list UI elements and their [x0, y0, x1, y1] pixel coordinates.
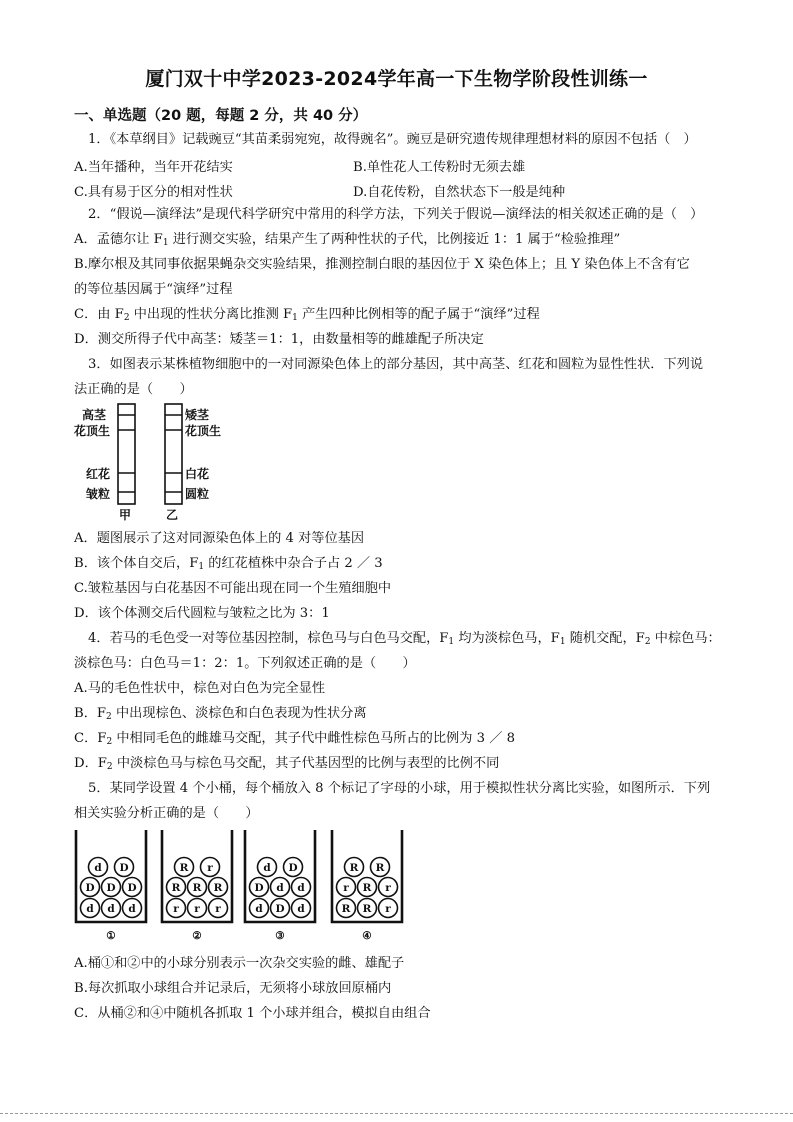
page-title: 厦门双十中学2023-2024学年高一下生物学阶段性训练一 — [145, 68, 648, 90]
q5-option-c: C．从桶②和④中随机各抓取 1 个小球并组合，模拟自由组合 — [74, 1006, 431, 1021]
ball-letter: D — [106, 882, 116, 894]
ball-letter: d — [107, 903, 115, 915]
page-footer-divider — [0, 1113, 793, 1114]
chromosome-yi — [165, 404, 182, 504]
gene-label-terminal-flower: 花顶生 — [74, 424, 111, 438]
ball-letter: r — [173, 903, 179, 915]
ball-letter: R — [362, 903, 372, 915]
ball-letter: r — [194, 903, 200, 915]
ball-letter: D — [288, 862, 298, 874]
q1-option-d: D.自花传粉，自然状态下一般是纯种 — [353, 185, 566, 200]
ball-letter: r — [215, 903, 221, 915]
bucket-label: ④ — [362, 930, 372, 942]
q5-stem-line2: 相关实验分析正确的是（ ） — [74, 806, 259, 821]
ball-letter: R — [179, 862, 189, 874]
chromosome-figure — [74, 400, 242, 522]
q3-stem-line2: 法正确的是（ ） — [74, 382, 193, 397]
ball-letter: D — [275, 903, 285, 915]
q2-option-b-line2: 的等位基因属于“演绎”过程 — [74, 282, 233, 297]
q1-option-a: A.当年播种，当年开花结实 — [74, 160, 233, 175]
ball-letter: d — [263, 862, 271, 874]
chromosome-jia — [118, 404, 135, 504]
q4-option-d: D．$F_2$ 中淡棕色马与棕色马交配，其子代基因型的比例与表型的比例不同 — [74, 756, 500, 772]
q4-option-a: A.马的毛色性状中，棕色对白色为完全显性 — [74, 681, 326, 696]
buckets-figure — [70, 826, 415, 948]
gene-label-dwarf-stem: 矮茎 — [185, 408, 210, 422]
q2-option-d: D．测交所得子代中高茎：矮茎＝1：1，由数量相等的雌雄配子所决定 — [74, 332, 484, 347]
q4-option-b: B．$F_2$ 中出现棕色、淡棕色和白色表现为性状分离 — [74, 706, 367, 722]
ball-letter: R — [375, 862, 385, 874]
q5-stem-line1: 5．某同学设置 4 个小桶，每个桶放入 8 个标记了字母的小球，用于模拟性状分离比实验，如图所示．下列 — [88, 781, 711, 796]
q3-stem-line1: 3．如图表示某株植物细胞中的一对同源染色体上的部分基因，其中高茎、红花和圆粒为显性性状．下列说 — [88, 357, 704, 372]
q3-option-d: D．该个体测交后代圆粒与皱粒之比为 3：1 — [74, 606, 330, 621]
gene-label-tall-stem: 高茎 — [82, 408, 107, 422]
ball-letter: D — [254, 882, 264, 894]
q3-option-b: B．该个体自交后，$F_1$ 的红花植株中杂合子占 2 ／ 3 — [74, 556, 383, 572]
gene-label-red-flower: 红花 — [86, 467, 111, 481]
gene-label-round-seed: 圆粒 — [185, 487, 210, 501]
ball-letter: R — [213, 882, 223, 894]
ball-letter: R — [192, 882, 202, 894]
chromosome-name-yi: 乙 — [166, 508, 179, 522]
q1-stem: 1．《本草纲目》记载豌豆“其苗柔弱宛宛，故得豌名”。豌豆是研究遗传规律理想材料的原因不包括（ ） — [88, 132, 697, 147]
gene-label-white-flower: 白花 — [185, 467, 210, 481]
gene-label-terminal-flower-2: 花顶生 — [185, 424, 222, 438]
chromosome-name-jia: 甲 — [119, 508, 132, 522]
q4-option-c: C．$F_2$ 中相同毛色的雌雄马交配，其子代中雌性棕色马所占的比例为 3 ／ 8 — [74, 731, 515, 747]
ball-letter: d — [297, 903, 305, 915]
q2-stem: 2．“假说—演绎法”是现代科学研究中常用的科学方法，下列关于假说—演绎法的相关叙述正确的是（ ） — [88, 207, 704, 222]
ball-letter: d — [128, 903, 136, 915]
ball-letter: d — [255, 903, 263, 915]
ball-letter: d — [297, 882, 305, 894]
ball-letter: r — [385, 882, 391, 894]
ball-letter: R — [349, 862, 359, 874]
ball-letter: d — [86, 903, 94, 915]
q1-option-c: C.具有易于区分的相对性状 — [74, 185, 233, 200]
ball-letter: d — [276, 882, 284, 894]
section-heading: 一、单选题（20 题，每题 2 分，共 40 分） — [74, 108, 368, 124]
ball-letter: R — [171, 882, 181, 894]
q2-option-b-line1: B.摩尔根及其同事依据果蝇杂交实验结果，推测控制白眼的基因位于 X 染色体上；且 Y 染色体上不含有它 — [74, 257, 690, 272]
ball-letter: r — [385, 903, 391, 915]
ball-letter: R — [362, 882, 372, 894]
q4-stem-line2: 淡棕色马：白色马＝1：2：1。下列叙述正确的是（ ） — [74, 656, 416, 671]
q4-stem-line1: 4．若马的毛色受一对等位基因控制，棕色马与白色马交配，$F_1$ 均为淡棕色马，$F_1$ 随机交配，$F_2$ 中棕色马： — [88, 631, 721, 647]
ball-letter: D — [85, 882, 95, 894]
q2-option-a: A．孟德尔让 $F_1$ 进行测交实验，结果产生了两种性状的子代，比例接近 1：1 属于“检验推理” — [74, 232, 621, 248]
ball-letter: D — [119, 862, 129, 874]
q3-option-a: A．题图展示了这对同源染色体上的 4 对等位基因 — [74, 531, 365, 546]
ball-letter: r — [343, 882, 349, 894]
q2-option-c: C．由 $F_2$ 中出现的性状分离比推测 $F_1$ 产生四种比例相等的配子属于“演绎”过程 — [74, 307, 540, 323]
ball-letter: r — [207, 862, 213, 874]
gene-label-wrinkled-seed: 皱粒 — [86, 487, 111, 501]
bucket-label: ② — [192, 930, 202, 942]
q5-option-b: B.每次抓取小球组合并记录后，无须将小球放回原桶内 — [74, 981, 392, 996]
bucket-label: ③ — [275, 930, 285, 942]
ball-letter: d — [94, 862, 102, 874]
ball-letter: D — [127, 882, 137, 894]
bucket-label: ① — [106, 930, 116, 942]
q3-option-c: C.皱粒基因与白花基因不可能出现在同一个生殖细胞中 — [74, 581, 392, 596]
q1-option-b: B.单性花人工传粉时无须去雄 — [353, 160, 526, 175]
ball-letter: R — [341, 903, 351, 915]
q5-option-a: A.桶①和②中的小球分别表示一次杂交实验的雌、雄配子 — [74, 956, 405, 971]
